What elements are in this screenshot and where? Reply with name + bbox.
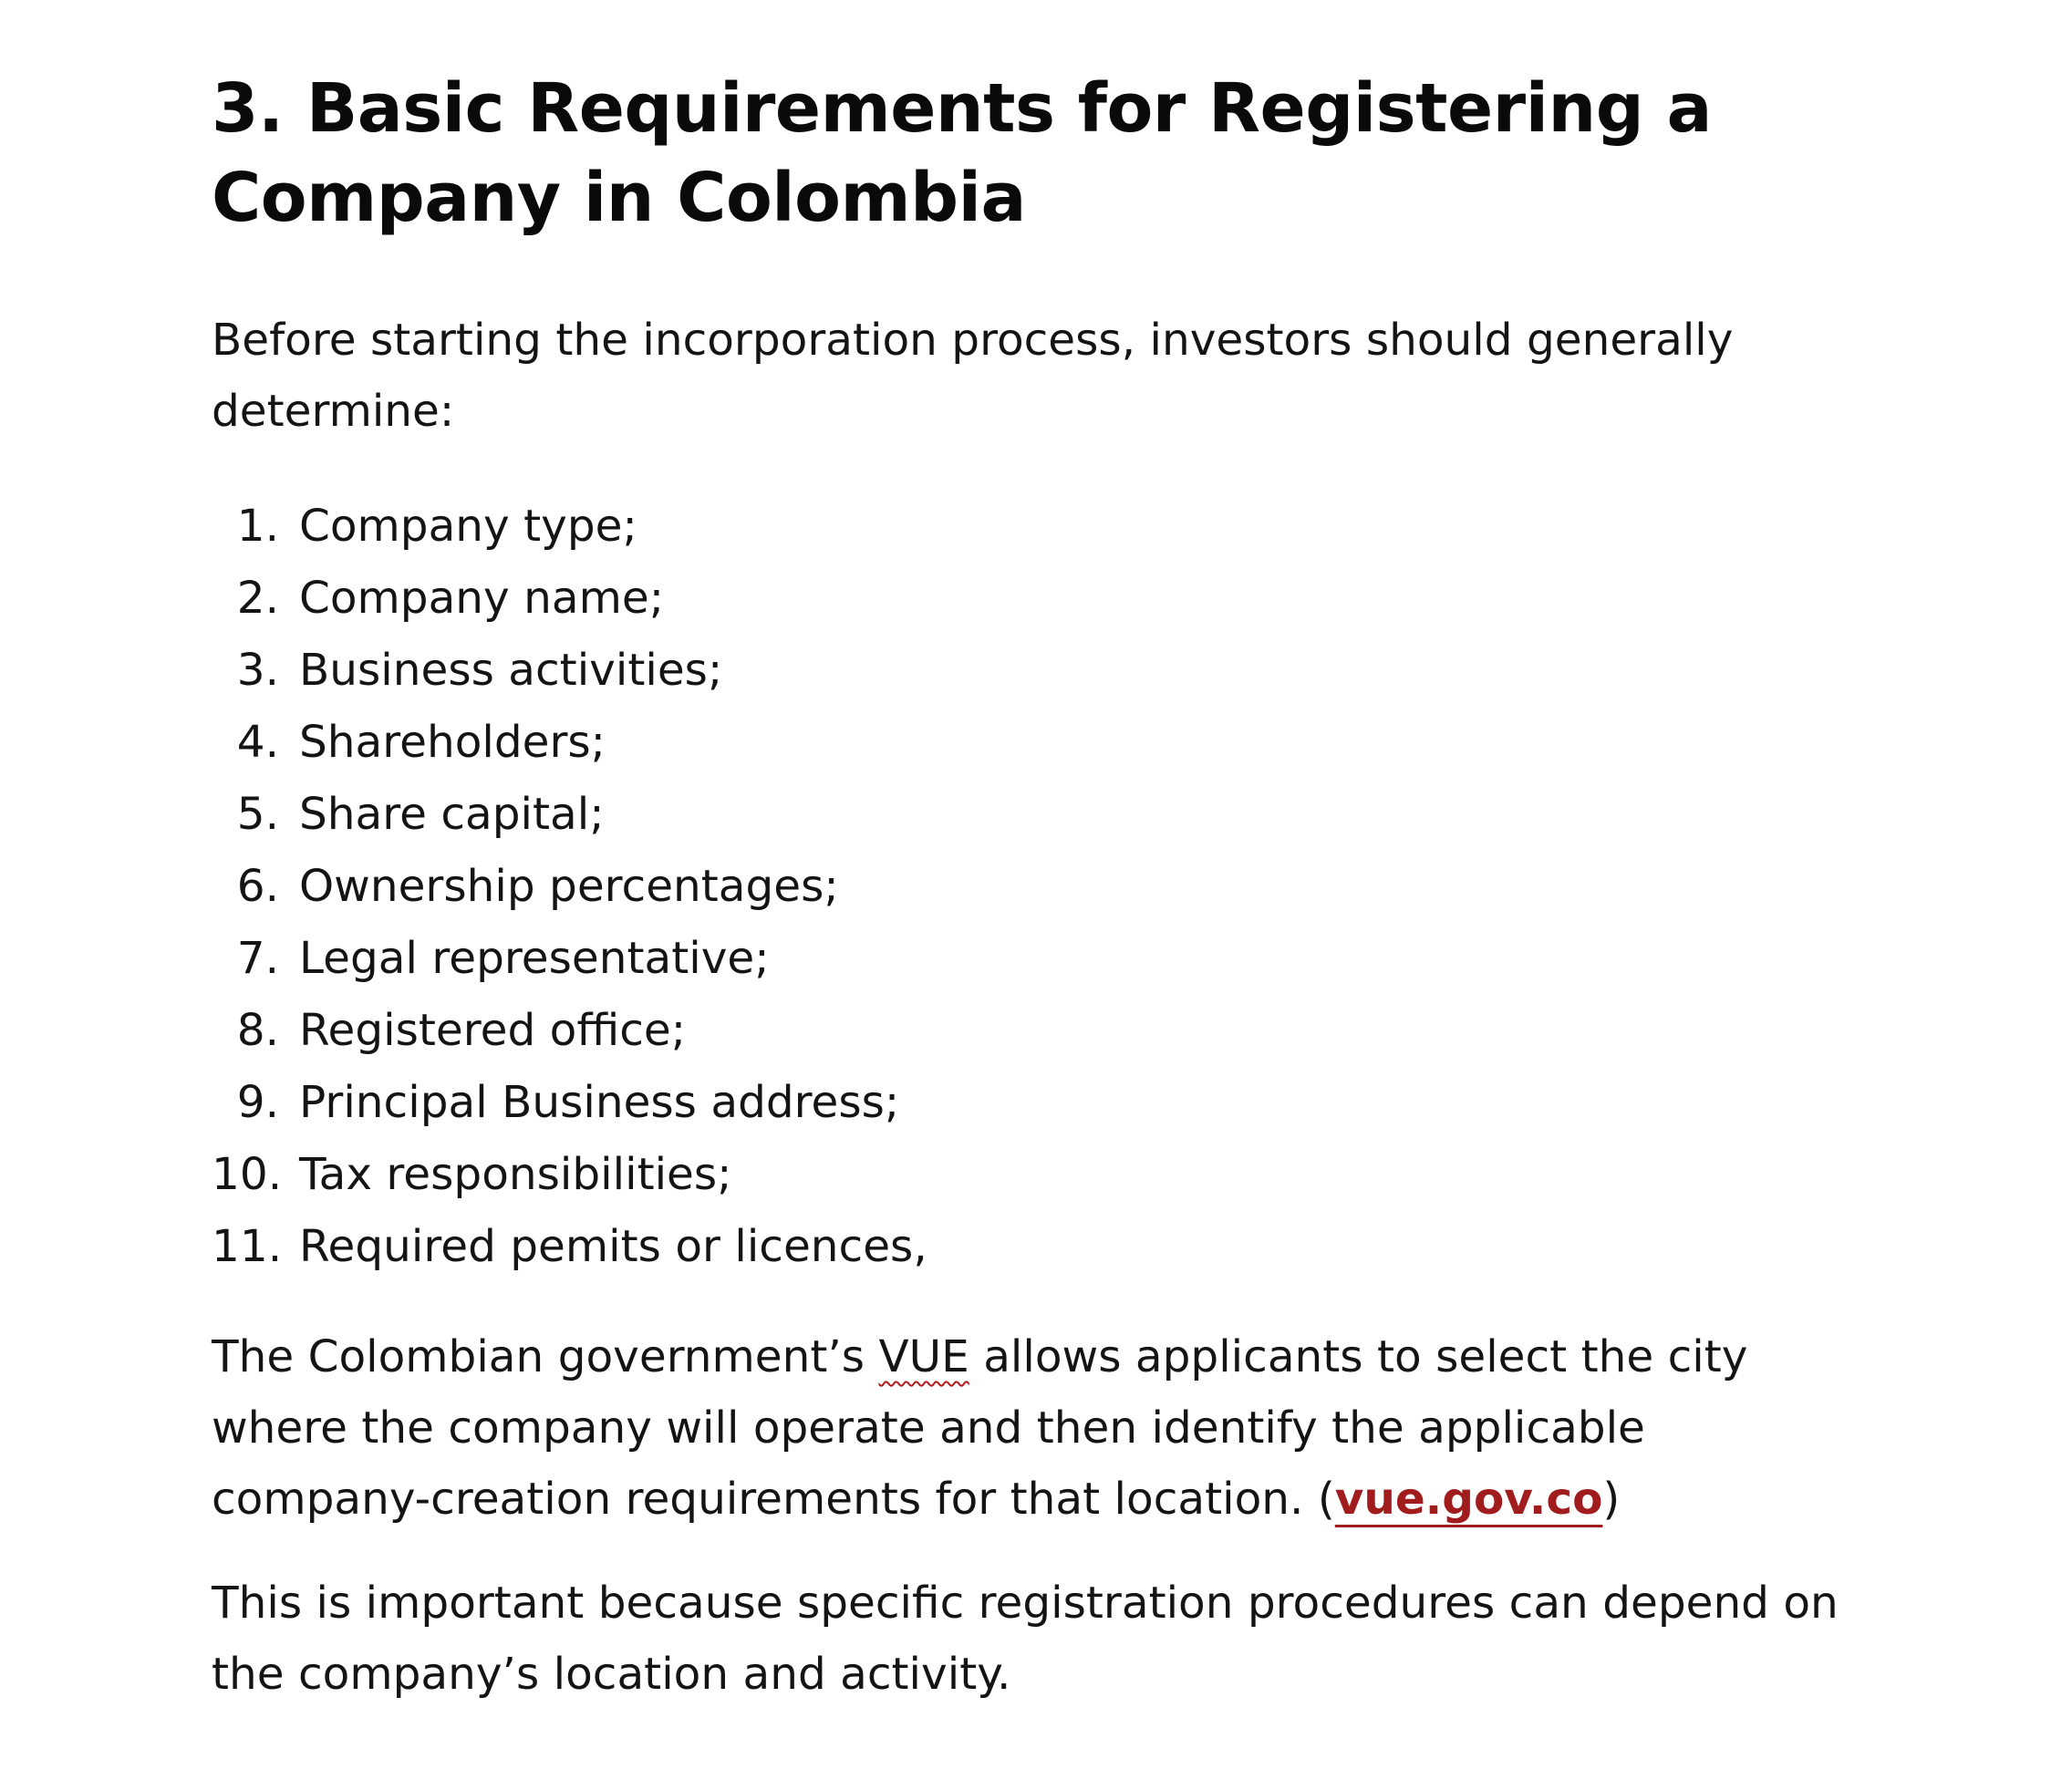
list-item-number: 9. <box>236 1077 279 1128</box>
list-item-number: 4. <box>236 717 279 768</box>
list-item-number: 1. <box>236 501 279 552</box>
list-item <box>212 1139 1871 1211</box>
list-item-number: 3. <box>236 645 279 696</box>
list-item <box>212 1211 1871 1283</box>
list-item-number: 6. <box>236 861 279 912</box>
list-item-text: Ownership percentages; <box>299 861 839 912</box>
list-item-text: Company type; <box>299 501 637 552</box>
section-heading: 3. Basic Requirements for Registering a Company in Colombia <box>212 69 1712 237</box>
list-item-text: Shareholders; <box>299 717 606 768</box>
list-item-text: Tax responsibilities; <box>299 1149 732 1200</box>
list-item <box>212 851 1871 923</box>
list-item-number: 11. <box>212 1221 283 1272</box>
list-item <box>212 563 1871 635</box>
list-item-text: Share capital; <box>299 789 605 840</box>
list-item-number: 7. <box>236 933 279 984</box>
list-item-number: 10. <box>212 1149 283 1200</box>
list-item <box>212 1067 1871 1139</box>
article-content <box>212 64 1871 1710</box>
list-item-text: Required pemits or licences, <box>299 1221 927 1272</box>
vue-text-before: The Colombian government’s <box>212 1331 879 1382</box>
list-item <box>212 491 1871 563</box>
list-item-text: Principal Business address; <box>299 1077 900 1128</box>
list-item-number: 5. <box>236 789 279 840</box>
requirements-list <box>212 491 1871 1283</box>
vue-paragraph <box>212 1321 1871 1535</box>
list-item-text: Registered office; <box>299 1005 687 1056</box>
vue-text-closing: ) <box>1602 1474 1621 1525</box>
list-item <box>212 779 1871 851</box>
conclusion-paragraph: This is important because specific registration procedures can depend on the company’s location and activity. <box>212 1578 1839 1700</box>
list-item <box>212 995 1871 1067</box>
list-item-number: 2. <box>236 573 279 624</box>
intro-paragraph: Before starting the incorporation process, investors should generally determine: <box>212 315 1734 437</box>
vue-term: VUE <box>878 1331 969 1382</box>
list-item <box>212 635 1871 707</box>
list-item <box>212 707 1871 779</box>
list-item-text: Business activities; <box>299 645 723 696</box>
vue-text-after: allows applicants to select the city where the company will operate and then identify the applicable company-creation requirements for that location. ( <box>212 1331 1748 1525</box>
list-item-text: Legal representative; <box>299 933 770 984</box>
list-item-number: 8. <box>236 1005 279 1056</box>
vue-source-link[interactable]: vue.gov.co <box>1334 1474 1603 1525</box>
list-item-text: Company name; <box>299 573 665 624</box>
list-item <box>212 923 1871 995</box>
